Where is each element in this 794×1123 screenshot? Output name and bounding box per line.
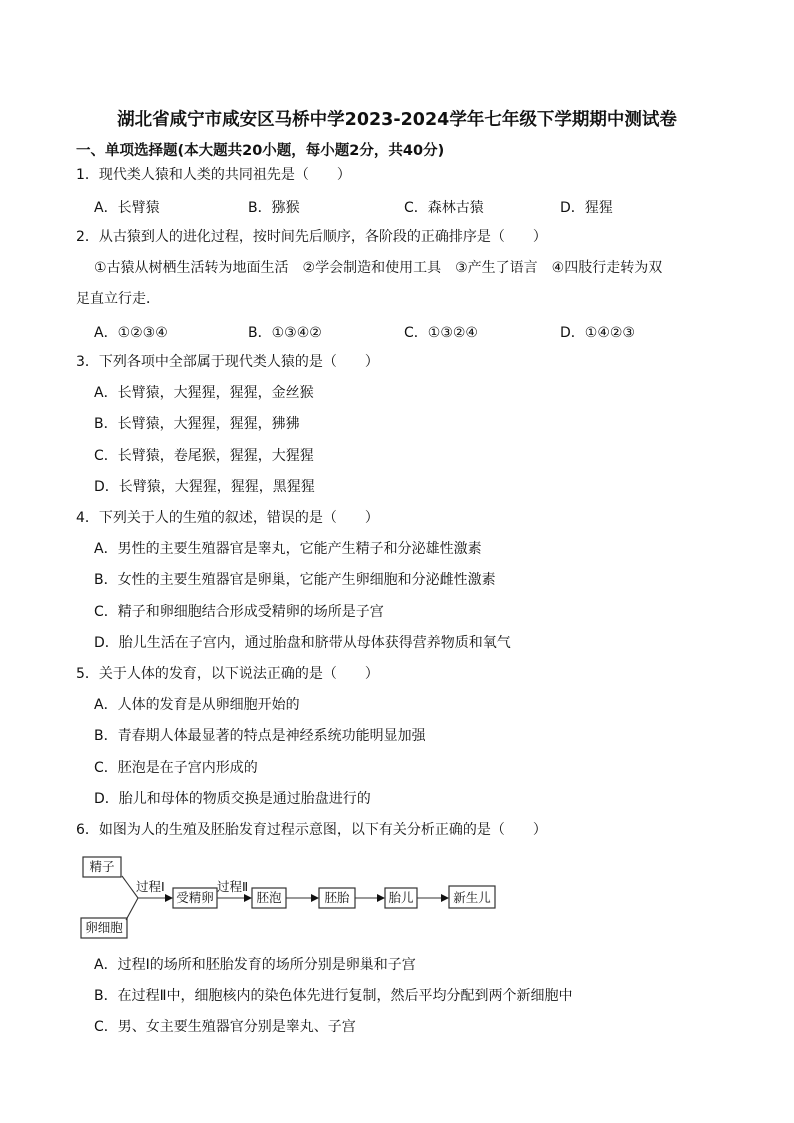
sperm-label: 精子 <box>89 859 115 874</box>
question-2-stem-cont-2: 足直立行走． <box>76 291 160 307</box>
question-2-option-b[interactable]: B．①③④② <box>248 325 322 341</box>
newborn-label: 新生儿 <box>453 890 491 905</box>
process-1-label: 过程Ⅰ <box>136 879 165 894</box>
egg-box <box>81 918 127 938</box>
newborn-box <box>449 886 495 908</box>
question-1-stem: 1．现代类人猿和人类的共同祖先是（ ） <box>76 167 351 183</box>
question-2-option-a[interactable]: A．①②③④ <box>94 325 168 341</box>
question-1-option-d[interactable]: D．猩猩 <box>560 200 613 216</box>
egg-connector <box>126 898 138 920</box>
question-4-option-a[interactable]: A．男性的主要生殖器官是睾丸，它能产生精子和分泌雄性激素 <box>94 541 482 557</box>
embryo-label: 胚胎 <box>324 890 350 905</box>
process-2-label: 过程Ⅱ <box>217 879 249 894</box>
question-5-option-b[interactable]: B．青春期人体最显著的特点是神经系统功能明显加强 <box>94 728 426 744</box>
fetus-box <box>385 888 417 908</box>
question-5-option-c[interactable]: C．胚泡是在子宫内形成的 <box>94 760 258 776</box>
blastocyst-label: 胚泡 <box>256 890 282 905</box>
question-1-option-a[interactable]: A．长臂猿 <box>94 200 160 216</box>
zygote-label: 受精卵 <box>176 890 214 905</box>
question-2-stem-cont-1: ①古猿从树栖生活转为地面生活 ②学会制造和使用工具 ③产生了语言 ④四肢行走转为双 <box>94 260 663 276</box>
question-3-option-d[interactable]: D．长臂猿，大猩猩，猩猩，黑猩猩 <box>94 479 315 495</box>
question-4-stem: 4．下列关于人的生殖的叙述，错误的是（ ） <box>76 510 379 526</box>
question-6-option-c[interactable]: C．男、女主要生殖器官分别是睾丸、子宫 <box>94 1019 356 1035</box>
question-2-option-d[interactable]: D．①④②③ <box>560 325 635 341</box>
question-2-option-c[interactable]: C．①③②④ <box>404 325 478 341</box>
question-4-option-b[interactable]: B．女性的主要生殖器官是卵巢，它能产生卵细胞和分泌雌性激素 <box>94 572 496 588</box>
question-5-option-a[interactable]: A．人体的发育是从卵细胞开始的 <box>94 697 300 713</box>
zygote-box <box>173 888 217 908</box>
question-4-option-d[interactable]: D．胎儿生活在子宫内，通过胎盘和脐带从母体获得营养物质和氧气 <box>94 635 511 651</box>
question-3-option-c[interactable]: C．长臂猿，卷尾猴，猩猩，大猩猩 <box>94 448 314 464</box>
fetus-label: 胎儿 <box>388 890 414 905</box>
question-6-option-b[interactable]: B．在过程Ⅱ中，细胞核内的染色体先进行复制，然后平均分配到两个新细胞中 <box>94 988 573 1004</box>
question-6-stem: 6．如图为人的生殖及胚胎发育过程示意图，以下有关分析正确的是（ ） <box>76 822 547 838</box>
sperm-box <box>83 857 121 877</box>
question-1-option-c[interactable]: C．森林古猿 <box>404 200 484 216</box>
question-3-option-b[interactable]: B．长臂猿，大猩猩，猩猩，狒狒 <box>94 416 300 432</box>
page-title: 湖北省咸宁市咸安区马桥中学2023-2024学年七年级下学期期中测试卷 <box>117 110 677 130</box>
question-5-option-d[interactable]: D．胎儿和母体的物质交换是通过胎盘进行的 <box>94 791 371 807</box>
section-heading: 一、单项选择题(本大题共20小题，每小题2分，共40分) <box>76 143 445 159</box>
question-3-option-a[interactable]: A．长臂猿，大猩猩，猩猩，金丝猴 <box>94 385 314 401</box>
embryo-box <box>319 888 355 908</box>
question-4-option-c[interactable]: C．精子和卵细胞结合形成受精卵的场所是子宫 <box>94 604 384 620</box>
question-5-stem: 5．关于人体的发育，以下说法正确的是（ ） <box>76 666 379 682</box>
blastocyst-box <box>252 888 286 908</box>
reproduction-process-diagram <box>80 854 500 942</box>
egg-label: 卵细胞 <box>85 920 123 935</box>
question-1-option-b[interactable]: B．猕猴 <box>248 200 300 216</box>
question-6-option-a[interactable]: A．过程Ⅰ的场所和胚胎发育的场所分别是卵巢和子宫 <box>94 957 416 973</box>
question-2-stem: 2．从古猿到人的进化过程，按时间先后顺序，各阶段的正确排序是（ ） <box>76 229 547 245</box>
question-3-stem: 3．下列各项中全部属于现代类人猿的是（ ） <box>76 354 379 370</box>
